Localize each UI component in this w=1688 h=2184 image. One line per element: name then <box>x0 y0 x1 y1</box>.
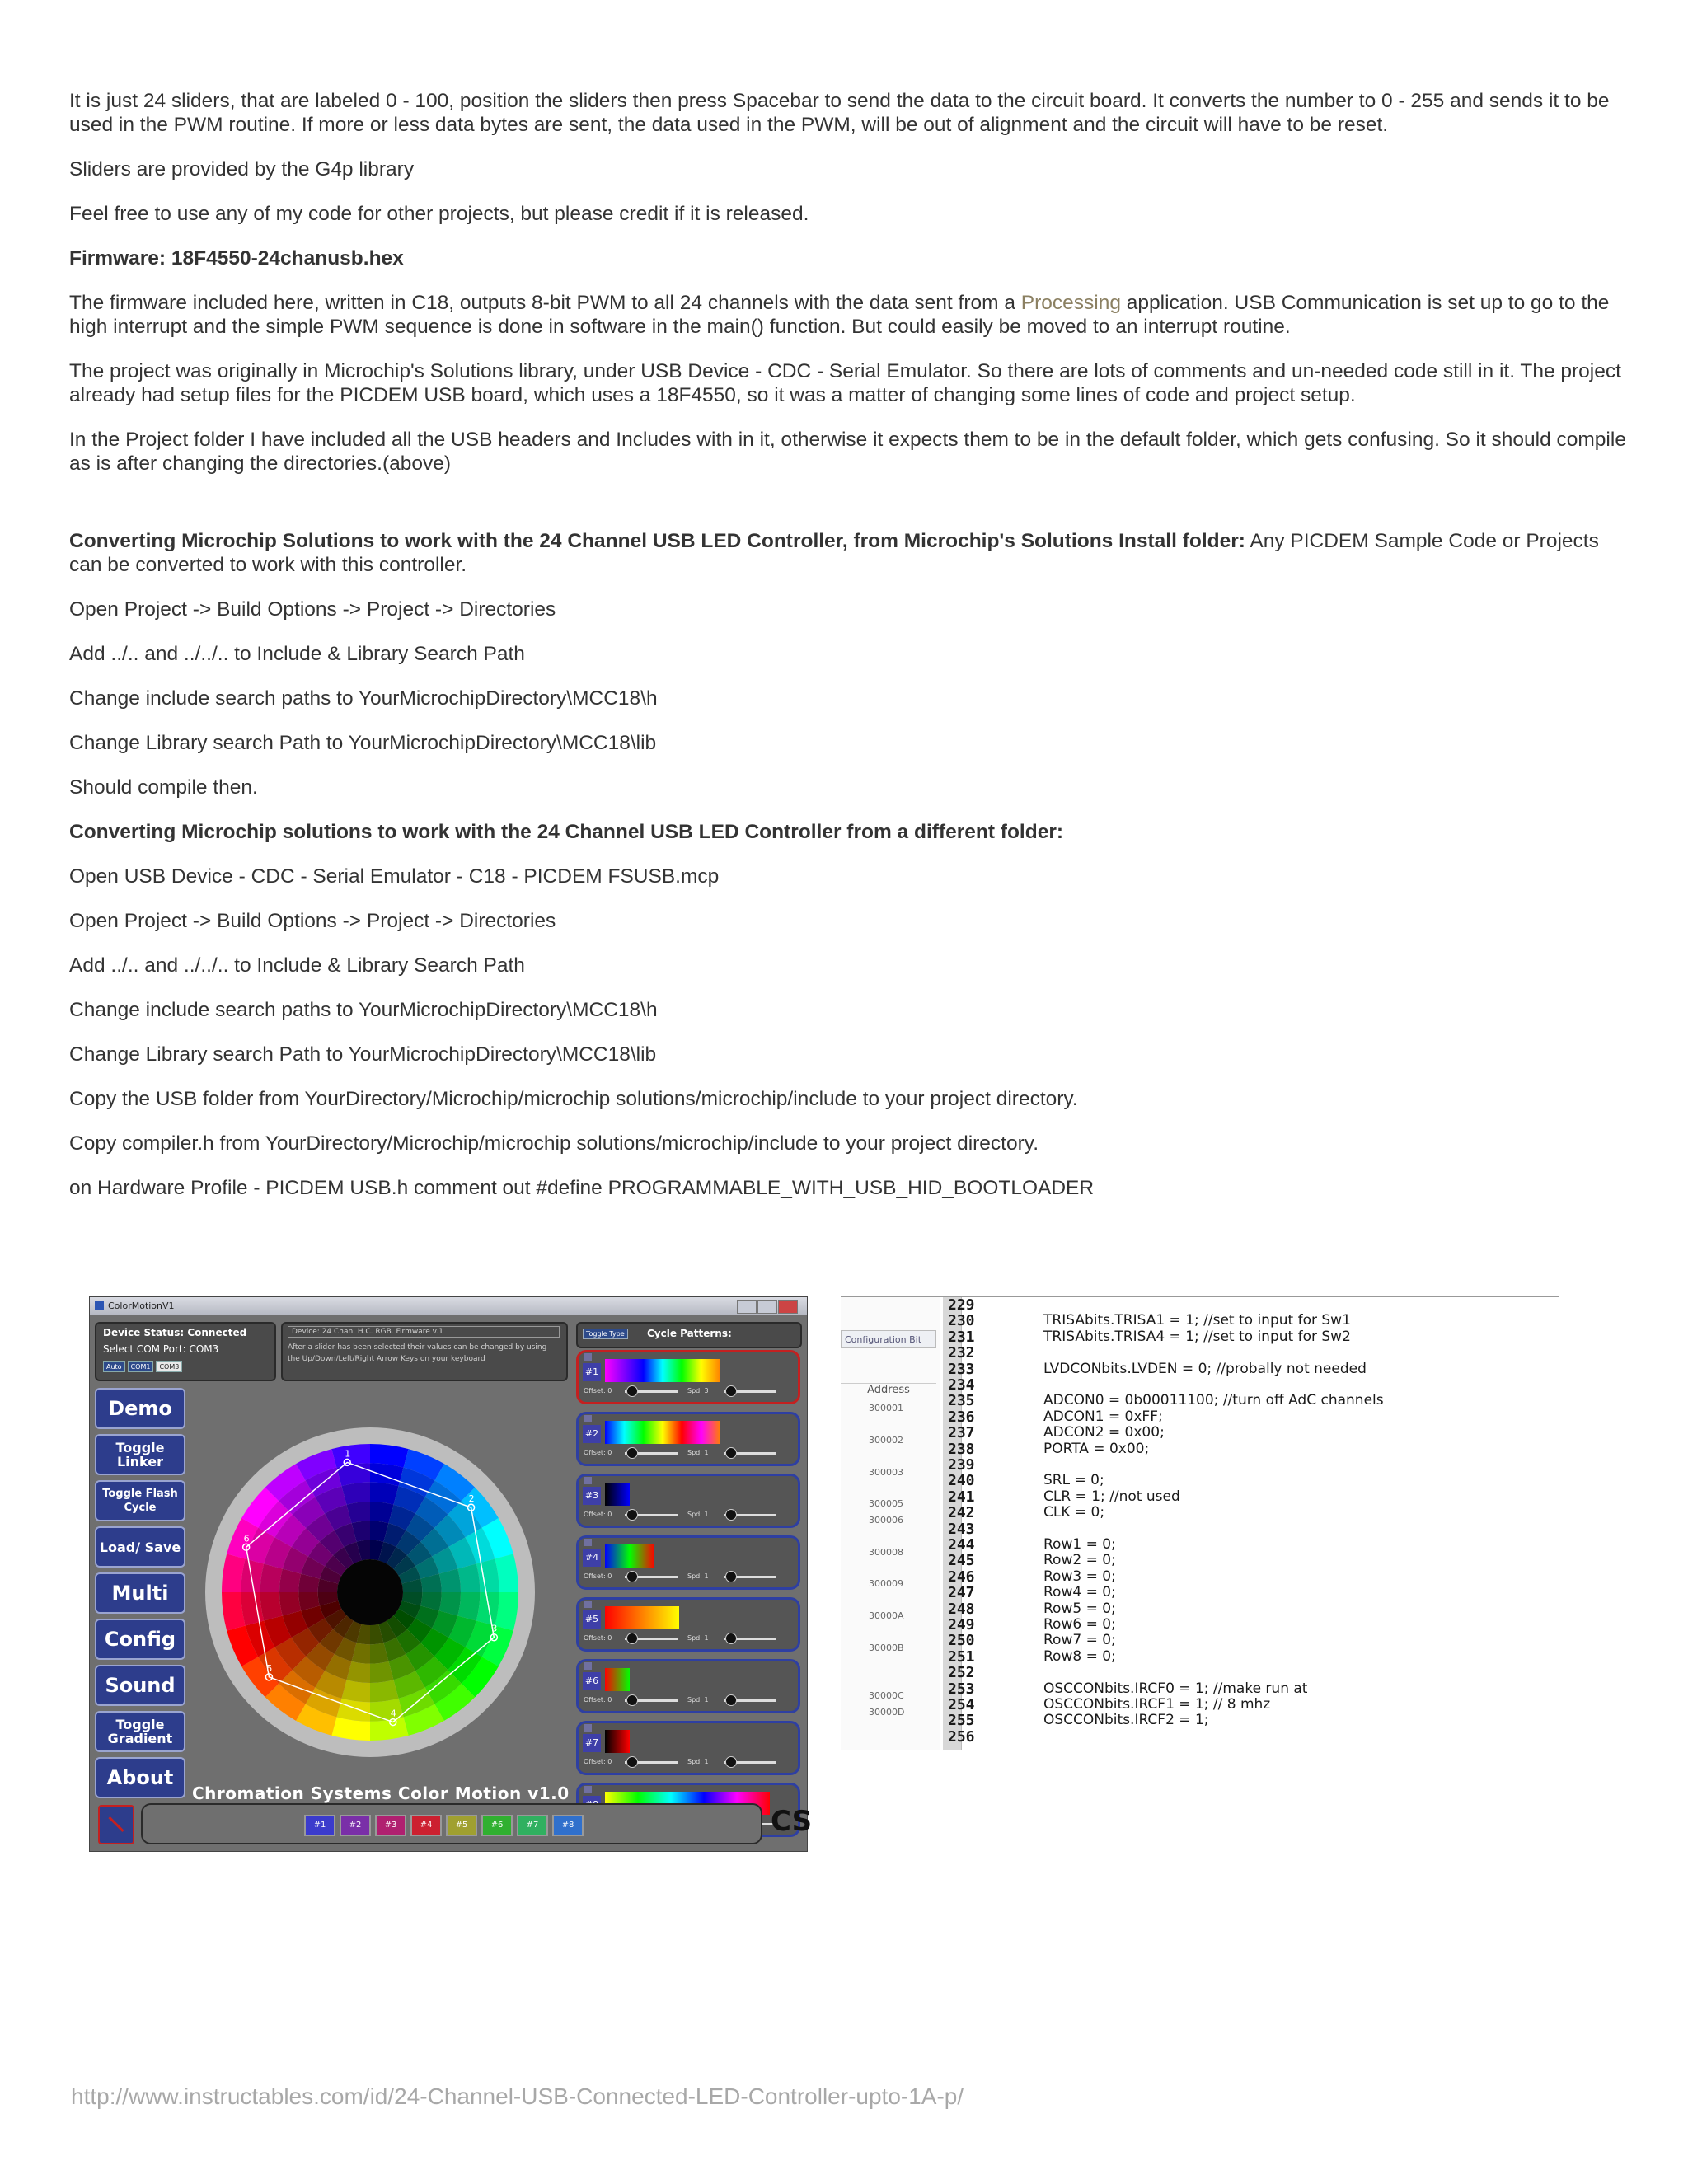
window-title: ColorMotionV1 <box>108 1301 175 1311</box>
pattern-panel[interactable] <box>576 1659 800 1713</box>
device-status: Device Status: Connected <box>103 1327 247 1338</box>
app-titlebar <box>90 1297 807 1315</box>
address-pane <box>841 1297 940 1750</box>
offset-label: Offset: 0 <box>584 1758 612 1765</box>
address-value: 300003 <box>869 1466 903 1478</box>
line-number: 241 <box>948 1488 975 1506</box>
pattern-tab[interactable]: #6 <box>481 1815 513 1836</box>
speed-slider-knob[interactable] <box>725 1694 737 1706</box>
address-value: 30000B <box>869 1643 904 1653</box>
pattern-number[interactable]: #7 <box>583 1734 601 1752</box>
colormotion-screenshot <box>89 1296 813 1852</box>
pattern-panel[interactable] <box>576 1350 800 1404</box>
stop-button[interactable] <box>98 1805 134 1844</box>
heading-lead: Converting Microchip Solutions to work with the 24 Channel USB LED Controller, from Microchip's Solutions Install folder: <box>69 530 1245 552</box>
pattern-panel[interactable] <box>576 1535 800 1590</box>
wheel-segment <box>457 1563 480 1592</box>
code-line: LVDCONbits.LVDEN = 0; //probally not needed <box>1043 1360 1367 1377</box>
line-number: 238 <box>948 1440 975 1458</box>
wheel-point-label: 5 <box>266 1662 273 1674</box>
mirror-toggle[interactable] <box>584 1353 592 1361</box>
address-value: 300002 <box>869 1434 903 1446</box>
pattern-list <box>576 1350 800 1844</box>
port-button-com1[interactable]: COM1 <box>128 1361 154 1372</box>
app-caption: Chromation Systems Color Motion v1.0 <box>192 1783 570 1803</box>
pattern-tabs <box>304 1815 588 1836</box>
toggle-flash-cycle-button[interactable]: Toggle Flash Cycle <box>95 1480 185 1521</box>
line-number: 245 <box>948 1552 975 1570</box>
line-number: 247 <box>948 1584 975 1602</box>
line-number: 250 <box>948 1632 975 1650</box>
step: Open Project -> Build Options -> Project -> Directories <box>69 598 556 621</box>
line-number: 242 <box>948 1504 975 1522</box>
pattern-gradient[interactable] <box>605 1359 720 1382</box>
line-number: 246 <box>948 1568 975 1586</box>
line-number: 235 <box>948 1392 975 1410</box>
mirror-toggle[interactable] <box>584 1786 592 1793</box>
minimize-icon[interactable] <box>737 1300 757 1314</box>
app-bottom-bar <box>95 1800 813 1846</box>
line-number: 237 <box>948 1424 975 1442</box>
pattern-tab[interactable]: #1 <box>304 1815 335 1836</box>
speed-slider-knob[interactable] <box>725 1633 737 1644</box>
line-number: 252 <box>948 1664 975 1682</box>
line-number: 239 <box>948 1456 975 1474</box>
pattern-gradient[interactable] <box>605 1483 630 1506</box>
port-button-com3[interactable]: COM3 <box>156 1361 182 1372</box>
offset-label: Offset: 0 <box>584 1634 612 1642</box>
line-number: 256 <box>948 1727 975 1746</box>
line-number: 251 <box>948 1647 975 1666</box>
pattern-tab[interactable]: #2 <box>340 1815 371 1836</box>
pattern-tab[interactable]: #4 <box>410 1815 442 1836</box>
step: Add ../.. and ../../.. to Include & Library Search Path <box>69 643 525 665</box>
wheel-point-label: 1 <box>345 1448 351 1460</box>
help-text: After a slider has been selected their values can be changed by using the Up/Down/Left/Right Arrow Keys on your keyboard <box>288 1343 547 1363</box>
device-info: Device: 24 Chan. H.C. RGB. Firmware v.1 <box>288 1326 560 1338</box>
code-screenshot <box>841 1292 1559 1750</box>
step: on Hardware Profile - PICDEM USB.h comment out #define PROGRAMMABLE_WITH_USB_HID_BOOTLOADER <box>69 1177 1095 1199</box>
pattern-number[interactable]: #4 <box>583 1549 601 1567</box>
pattern-gradient[interactable] <box>605 1544 654 1568</box>
tab-bar <box>141 1803 762 1844</box>
speed-label: Spd: 1 <box>687 1758 709 1765</box>
app-icon <box>95 1301 104 1310</box>
line-number: 230 <box>948 1312 975 1330</box>
wheel-point-label: 6 <box>243 1533 250 1544</box>
color-wheel-graphic <box>197 1394 543 1790</box>
code-line: OSCCONbits.IRCF0 = 1; //make run at <box>1043 1680 1308 1697</box>
pattern-panel[interactable] <box>576 1412 800 1466</box>
load-save-button[interactable]: Load/ Save <box>95 1526 185 1568</box>
code-line: ADCON0 = 0b00011100; //turn off AdC channels <box>1043 1392 1384 1409</box>
sound-button[interactable]: Sound <box>95 1665 185 1706</box>
wheel-segment <box>370 1680 399 1702</box>
paragraph: In the Project folder I have included all the USB headers and Includes with in it, otherwise it expects them to be in the default folder, which gets confusing. So it should compile as is after changing the directories.(above) <box>69 429 1626 475</box>
code-line: Row5 = 0; <box>1043 1600 1116 1617</box>
mirror-toggle[interactable] <box>584 1601 592 1608</box>
address-header: Address <box>841 1383 936 1399</box>
code-line: Row1 = 0; <box>1043 1536 1116 1553</box>
article-body <box>69 89 1627 1221</box>
cs-logo: CS <box>771 1805 813 1838</box>
offset-label: Offset: 0 <box>584 1449 612 1456</box>
offset-slider-knob[interactable] <box>626 1694 638 1706</box>
pattern-number[interactable]: #5 <box>583 1610 601 1629</box>
device-status-panel <box>95 1322 276 1381</box>
offset-label: Offset: 0 <box>584 1511 612 1518</box>
mirror-toggle[interactable] <box>584 1662 592 1670</box>
heading-rest: Any PICDEM Sample Code or Projects can be converted to work with this controller. <box>69 530 1599 576</box>
pattern-tab[interactable]: #8 <box>552 1815 584 1836</box>
code-line: OSCCONbits.IRCF2 = 1; <box>1043 1712 1209 1729</box>
port-button-auto[interactable]: Auto <box>103 1361 125 1372</box>
offset-slider-knob[interactable] <box>626 1509 638 1521</box>
wheel-segment <box>370 1483 399 1505</box>
window-controls <box>736 1300 802 1313</box>
line-number: 248 <box>948 1600 975 1618</box>
line-number: 232 <box>948 1344 975 1362</box>
step: Change include search paths to YourMicrochipDirectory\MCC18\h <box>69 687 658 710</box>
device-info-panel <box>281 1322 568 1381</box>
mirror-toggle[interactable] <box>584 1724 592 1732</box>
maximize-icon[interactable] <box>757 1300 777 1314</box>
wheel-segment <box>260 1592 283 1621</box>
code-line: TRISAbits.TRISA1 = 1; //set to input for Sw1 <box>1043 1312 1351 1329</box>
code-line: Row2 = 0; <box>1043 1552 1116 1569</box>
line-number: 233 <box>948 1360 975 1378</box>
pattern-tab[interactable]: #7 <box>517 1815 548 1836</box>
step: Should compile then. <box>69 776 258 799</box>
line-number: 254 <box>948 1696 975 1713</box>
pattern-tab[interactable]: #5 <box>446 1815 477 1836</box>
code-line: ADCON1 = 0xFF; <box>1043 1408 1163 1425</box>
address-value: 300008 <box>869 1546 903 1558</box>
paragraph: Sliders are provided by the G4p library <box>69 158 415 180</box>
pattern-number[interactable]: #3 <box>583 1487 601 1505</box>
code-line: Row4 = 0; <box>1043 1584 1116 1601</box>
wheel-point-label: 4 <box>390 1708 396 1719</box>
line-number: 249 <box>948 1616 975 1633</box>
offset-label: Offset: 0 <box>584 1696 612 1704</box>
step: Copy compiler.h from YourDirectory/Microchip/microchip solutions/microchip/include to your project directory. <box>69 1132 1039 1155</box>
offset-slider-knob[interactable] <box>626 1571 638 1582</box>
speed-label: Spd: 1 <box>687 1511 709 1518</box>
about-button[interactable]: About <box>95 1757 185 1798</box>
pattern-gradient[interactable] <box>605 1606 679 1629</box>
wheel-point-label: 3 <box>491 1623 498 1634</box>
cycle-patterns-label: Cycle Patterns: <box>647 1328 732 1339</box>
app-nav <box>95 1388 185 1825</box>
speed-label: Spd: 1 <box>687 1634 709 1642</box>
line-number: 255 <box>948 1712 975 1730</box>
step: Open Project -> Build Options -> Project -> Directories <box>69 910 556 932</box>
code-line: Row6 = 0; <box>1043 1616 1116 1633</box>
converting-heading-2: Converting Microchip solutions to work with the 24 Channel USB LED Controller from a different folder: <box>69 821 1064 843</box>
address-value: 300001 <box>869 1403 903 1413</box>
speed-slider-knob[interactable] <box>725 1447 737 1459</box>
firmware-paragraph <box>69 291 1627 339</box>
code-line: TRISAbits.TRISA4 = 1; //set to input for Sw2 <box>1043 1328 1351 1345</box>
speed-slider-knob[interactable] <box>725 1509 737 1521</box>
text-span: application. USB Communication is set up to go to the high interrupt and the simple PWM sequence is done in software in the main() function. But could easily be moved to an interrupt routine. <box>69 292 1610 338</box>
toggle-gradient-button[interactable]: Toggle Gradient <box>95 1711 185 1752</box>
footer-url[interactable]: http://www.instructables.com/id/24-Channel-USB-Connected-LED-Controller-upto-1A-p/ <box>71 2083 964 2109</box>
offset-slider-knob[interactable] <box>626 1756 638 1768</box>
select-com-port: Select COM Port: COM3 <box>103 1343 219 1355</box>
speed-label: Spd: 1 <box>687 1572 709 1580</box>
offset-slider-knob[interactable] <box>626 1633 638 1644</box>
line-number: 234 <box>948 1376 975 1394</box>
line-number: 236 <box>948 1408 975 1426</box>
wheel-core <box>337 1559 403 1625</box>
code-line: OSCCONbits.IRCF1 = 1; // 8 mhz <box>1043 1696 1271 1713</box>
configuration-bits-tab[interactable]: Configuration Bit <box>841 1330 936 1348</box>
config-button[interactable]: Config <box>95 1619 185 1660</box>
line-number: 231 <box>948 1328 975 1346</box>
mirror-toggle[interactable] <box>584 1477 592 1484</box>
code-line: SRL = 0; <box>1043 1472 1104 1489</box>
wheel-point-label: 2 <box>468 1493 475 1505</box>
code-line: CLK = 0; <box>1043 1504 1105 1521</box>
step: Change Library search Path to YourMicrochipDirectory\MCC18\lib <box>69 1043 657 1066</box>
processing-link[interactable]: Processing <box>1020 292 1121 314</box>
speed-label: Spd: 3 <box>687 1387 709 1394</box>
code-line: Row7 = 0; <box>1043 1632 1116 1649</box>
wheel-segment <box>457 1592 480 1621</box>
address-value: 30000A <box>869 1610 904 1622</box>
line-number: 240 <box>948 1472 975 1490</box>
converting-heading-1 <box>69 529 1627 577</box>
wheel-segment <box>341 1483 370 1505</box>
wheel-segment <box>341 1680 370 1702</box>
demo-button[interactable]: Demo <box>95 1388 185 1429</box>
code-line: CLR = 1; //not used <box>1043 1488 1180 1505</box>
line-number: 229 <box>948 1296 975 1314</box>
pattern-gradient[interactable] <box>605 1421 720 1444</box>
close-icon[interactable] <box>778 1300 798 1314</box>
pattern-number[interactable]: #6 <box>583 1672 601 1690</box>
paragraph: Feel free to use any of my code for other projects, but please credit if it is released. <box>69 203 809 225</box>
code-line: PORTA = 0x00; <box>1043 1440 1150 1457</box>
paragraph: The project was originally in Microchip's Solutions library, under USB Device - CDC - Serial Emulator. So there are lots of comments and un-needed code still in it. The project already had setup files for the PICDEM USB board, which uses a 18F4550, so it was a matter of changing some lines of code and project setup. <box>69 360 1621 406</box>
paragraph: It is just 24 sliders, that are labeled 0 - 100, position the sliders then press Spacebar to send the data to the circuit board. It converts the number to 0 - 255 and sends it to be used in the PWM routine. If more or less data bytes are sent, the data used in the PWM, will be out of alignment and the circuit will have to be reset. <box>69 90 1610 136</box>
line-number: 253 <box>948 1680 975 1698</box>
offset-slider-knob[interactable] <box>626 1385 638 1397</box>
speed-label: Spd: 1 <box>687 1696 709 1704</box>
step: Add ../.. and ../../.. to Include & Library Search Path <box>69 954 525 977</box>
pattern-tab[interactable]: #3 <box>375 1815 406 1836</box>
speed-slider-knob[interactable] <box>725 1756 737 1768</box>
pattern-panel[interactable] <box>576 1721 800 1775</box>
speed-slider-knob[interactable] <box>725 1571 737 1582</box>
address-value: 300005 <box>869 1498 903 1510</box>
pattern-panel[interactable] <box>576 1474 800 1528</box>
step: Copy the USB folder from YourDirectory/Microchip/microchip solutions/microchip/include to your project directory. <box>69 1088 1078 1110</box>
code-line: ADCON2 = 0x00; <box>1043 1424 1165 1441</box>
firmware-heading: Firmware: 18F4550-24chanusb.hex <box>69 247 404 269</box>
pattern-panel[interactable] <box>576 1597 800 1652</box>
offset-label: Offset: 0 <box>584 1387 612 1394</box>
toggle-linker-button[interactable]: Toggle Linker <box>95 1434 185 1475</box>
step: Change Library search Path to YourMicrochipDirectory\MCC18\lib <box>69 732 657 754</box>
speed-label: Spd: 1 <box>687 1449 709 1456</box>
pattern-number[interactable]: #2 <box>583 1425 601 1443</box>
address-value: 30000D <box>869 1706 905 1718</box>
cycle-patterns-header <box>576 1322 802 1348</box>
step: Change include search paths to YourMicrochipDirectory\MCC18\h <box>69 999 658 1021</box>
pattern-gradient[interactable] <box>605 1730 630 1753</box>
code-line: Row8 = 0; <box>1043 1647 1116 1665</box>
speed-slider-knob[interactable] <box>725 1385 737 1397</box>
pattern-gradient[interactable] <box>605 1668 630 1691</box>
wheel-segment <box>260 1563 283 1592</box>
pattern-number[interactable]: #1 <box>583 1363 601 1381</box>
com-port-buttons <box>103 1360 185 1372</box>
step: Open USB Device - CDC - Serial Emulator - C18 - PICDEM FSUSB.mcp <box>69 865 720 888</box>
address-value: 300009 <box>869 1578 903 1590</box>
multi-button[interactable]: Multi <box>95 1572 185 1614</box>
mirror-toggle[interactable] <box>584 1539 592 1546</box>
code-line: Row3 = 0; <box>1043 1568 1116 1585</box>
text-span: The firmware included here, written in C18, outputs 8-bit PWM to all 24 channels with the data sent from a <box>69 292 1021 314</box>
toggle-type-button[interactable]: Toggle Type <box>583 1329 628 1339</box>
offset-label: Offset: 0 <box>584 1572 612 1580</box>
address-value: 300006 <box>869 1514 903 1526</box>
line-number: 244 <box>948 1536 975 1554</box>
offset-slider-knob[interactable] <box>626 1447 638 1459</box>
color-wheel[interactable] <box>197 1394 543 1790</box>
line-number: 243 <box>948 1520 975 1538</box>
mirror-toggle[interactable] <box>584 1415 592 1422</box>
address-value: 30000C <box>869 1690 904 1702</box>
